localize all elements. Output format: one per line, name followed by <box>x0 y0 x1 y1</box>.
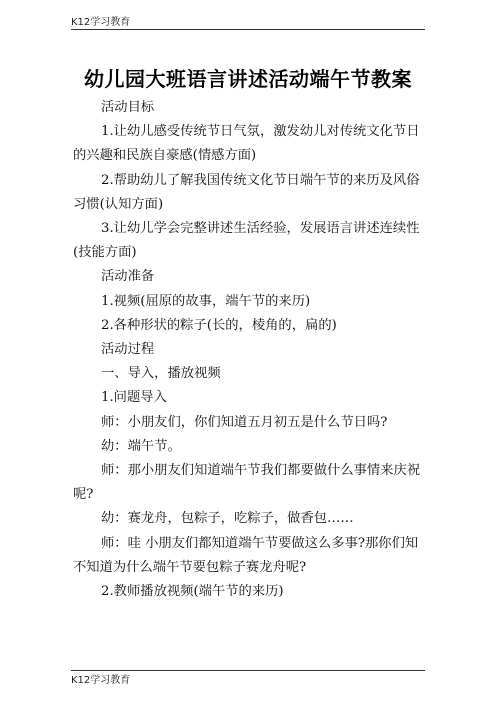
paragraph: 活动过程 <box>101 342 155 358</box>
page-header: K12学习教育 <box>71 17 131 28</box>
document-title: 幼儿园大班语言讲述活动端午节教案 <box>84 67 412 91</box>
paragraph: 2.各种形状的粽子(长的，棱角的，扁的) <box>101 317 337 333</box>
paragraph: 1.问题导入 <box>101 390 167 406</box>
page-footer: K12学习教育 <box>71 675 131 686</box>
paragraph: 活动目标 <box>101 100 155 115</box>
paragraph: 一、导入，播放视频 <box>101 366 221 382</box>
paragraph: 师：哇 小朋友们都知道端午节要做这么多事?那你们知不知道为什么端午节要包粽子赛龙舟呢? <box>73 535 419 575</box>
header-divider <box>71 29 425 30</box>
paragraph: 师：那小朋友们知道端午节我们都要做什么事情来庆祝呢? <box>73 463 421 503</box>
paragraph: 1.让幼儿感受传统节日气氛，激发幼儿对传统文化节日的兴趣和民族自豪感(情感方面) <box>73 124 420 164</box>
paragraph: 2.教师播放视频(端午节的来历) <box>101 584 284 600</box>
paragraph: 师：小朋友们，你们知道五月初五是什么节日吗? <box>101 414 388 430</box>
paragraph: 幼：赛龙舟，包粽子，吃粽子，做香包…… <box>101 511 354 527</box>
paragraph: 2.帮助幼儿了解我国传统文化节日端午节的来历及风俗习惯(认知方面) <box>73 172 420 212</box>
paragraph: 活动准备 <box>101 269 155 285</box>
paragraph: 幼：端午节。 <box>101 438 181 454</box>
paragraph: 3.让幼儿学会完整讲述生活经验，发展语言讲述连续性(技能方面) <box>73 221 420 261</box>
document-body <box>73 96 425 604</box>
paragraph: 1.视频(屈原的故事，端午节的来历) <box>101 293 311 309</box>
